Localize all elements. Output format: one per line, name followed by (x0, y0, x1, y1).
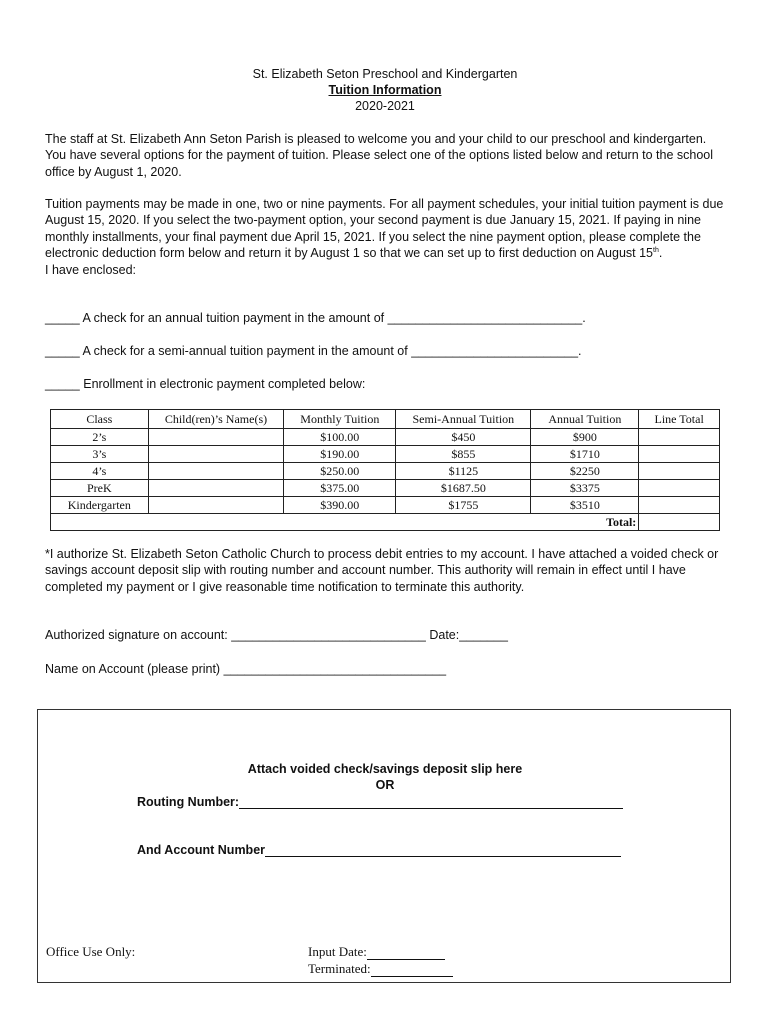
cell-child-name[interactable] (148, 429, 284, 446)
cell-child-name[interactable] (148, 497, 284, 514)
option-semiannual-check[interactable]: _____ A check for a semi-annual tuition payment in the amount of ________________________. (45, 344, 582, 358)
account-number-row (137, 843, 621, 857)
cell-child-name[interactable] (148, 463, 284, 480)
document-title: Tuition Information (328, 83, 442, 97)
bank-info-box (37, 709, 731, 983)
cell-annual: $3375 (531, 480, 639, 497)
or-label: OR (375, 778, 395, 792)
school-year: 2020-2021 (355, 99, 415, 113)
option-electronic-payment[interactable]: _____ Enrollment in electronic payment completed below: (45, 377, 366, 391)
table-row (51, 446, 720, 463)
tuition-table (50, 409, 720, 531)
total-row (51, 514, 720, 531)
cell-class: 3’s (51, 446, 149, 463)
payment-end: . (658, 246, 663, 261)
cell-semiannual: $450 (396, 429, 531, 446)
intro-paragraph (45, 131, 730, 180)
cell-semiannual: $1687.50 (396, 480, 531, 497)
cell-monthly: $250.00 (284, 463, 396, 480)
cell-class: 2’s (51, 429, 149, 446)
payment-text (45, 196, 730, 262)
cell-line-total[interactable] (639, 429, 720, 446)
cell-child-name[interactable] (148, 480, 284, 497)
signature-line[interactable]: Authorized signature on account: ____________________________ Date:_______ (45, 628, 508, 642)
cell-monthly: $100.00 (284, 429, 396, 446)
table-header-row (51, 410, 720, 429)
header-annual: Annual Tuition (531, 410, 639, 429)
terminated-row (308, 961, 453, 977)
cell-semiannual: $1125 (396, 463, 531, 480)
cell-class: Kindergarten (51, 497, 149, 514)
attach-instruction: Attach voided check/savings deposit slip here (247, 762, 523, 776)
enclosed-label: I have enclosed: (45, 262, 137, 277)
intro-text: The staff at St. Elizabeth Ann Seton Parish is pleased to welcome you and your child to our preschool and kindergarten. You have several options for the payment of tuition. Please select one of the options listed below and return to the school office by August 1, 2020. (45, 132, 714, 179)
office-use-label: Office Use Only: (46, 944, 136, 959)
input-date-row (308, 944, 445, 960)
header-monthly: Monthly Tuition (284, 410, 396, 429)
cell-annual: $1710 (531, 446, 639, 463)
cell-monthly: $390.00 (284, 497, 396, 514)
cell-line-total[interactable] (639, 497, 720, 514)
total-value[interactable] (639, 514, 720, 531)
cell-child-name[interactable] (148, 446, 284, 463)
input-date-field[interactable] (367, 946, 445, 960)
cell-semiannual: $1755 (396, 497, 531, 514)
routing-number-field[interactable] (239, 795, 623, 809)
payment-paragraph (45, 196, 730, 278)
cell-class: PreK (51, 480, 149, 497)
table-row (51, 480, 720, 497)
cell-class: 4’s (51, 463, 149, 480)
authorization-paragraph (45, 546, 730, 595)
school-name: St. Elizabeth Seton Preschool and Kindergarten (252, 67, 518, 81)
cell-annual: $3510 (531, 497, 639, 514)
cell-line-total[interactable] (639, 463, 720, 480)
document-header (0, 66, 770, 114)
routing-number-label: Routing Number: (137, 795, 240, 809)
table-row (51, 497, 720, 514)
header-semiannual: Semi-Annual Tuition (396, 410, 531, 429)
total-label: Total: (51, 514, 639, 531)
account-number-label: And Account Number (137, 843, 266, 857)
input-date-label: Input Date: (308, 944, 367, 959)
routing-number-row (137, 795, 623, 809)
cell-monthly: $375.00 (284, 480, 396, 497)
terminated-label: Terminated: (308, 961, 371, 976)
cell-line-total[interactable] (639, 446, 720, 463)
table-row (51, 463, 720, 480)
terminated-field[interactable] (371, 963, 453, 977)
authorization-text: *I authorize St. Elizabeth Seton Catholic Church to process debit entries to my account. I have attached a voided check or savings account deposit slip with routing number and account number. This authority will remain in effect until I have completed my payment or I give reasonable time notification to terminate this authority. (45, 547, 719, 594)
payment-sup: th (653, 247, 659, 255)
cell-monthly: $190.00 (284, 446, 396, 463)
header-children-names: Child(ren)’s Name(s) (148, 410, 284, 429)
account-number-field[interactable] (265, 843, 621, 857)
header-line-total: Line Total (639, 410, 720, 429)
cell-semiannual: $855 (396, 446, 531, 463)
name-on-account-line[interactable]: Name on Account (please print) ________________________________ (45, 662, 447, 676)
cell-annual: $2250 (531, 463, 639, 480)
table-row (51, 429, 720, 446)
cell-annual: $900 (531, 429, 639, 446)
payment-body: Tuition payments may be made in one, two or nine payments. For all payment schedules, your initial tuition payment is due August 15, 2020. If you select the two-payment option, your second payment is due January 15, 2021. If paying in nine monthly installments, your final payment due April 15, 2021. If you select the nine payment option, please complete the electronic deduction form below and return it by August 1 so that we can set up to first deduction on August 15 (45, 197, 724, 261)
header-class: Class (51, 410, 149, 429)
option-annual-check[interactable]: _____ A check for an annual tuition payment in the amount of ____________________________. (45, 311, 586, 325)
cell-line-total[interactable] (639, 480, 720, 497)
